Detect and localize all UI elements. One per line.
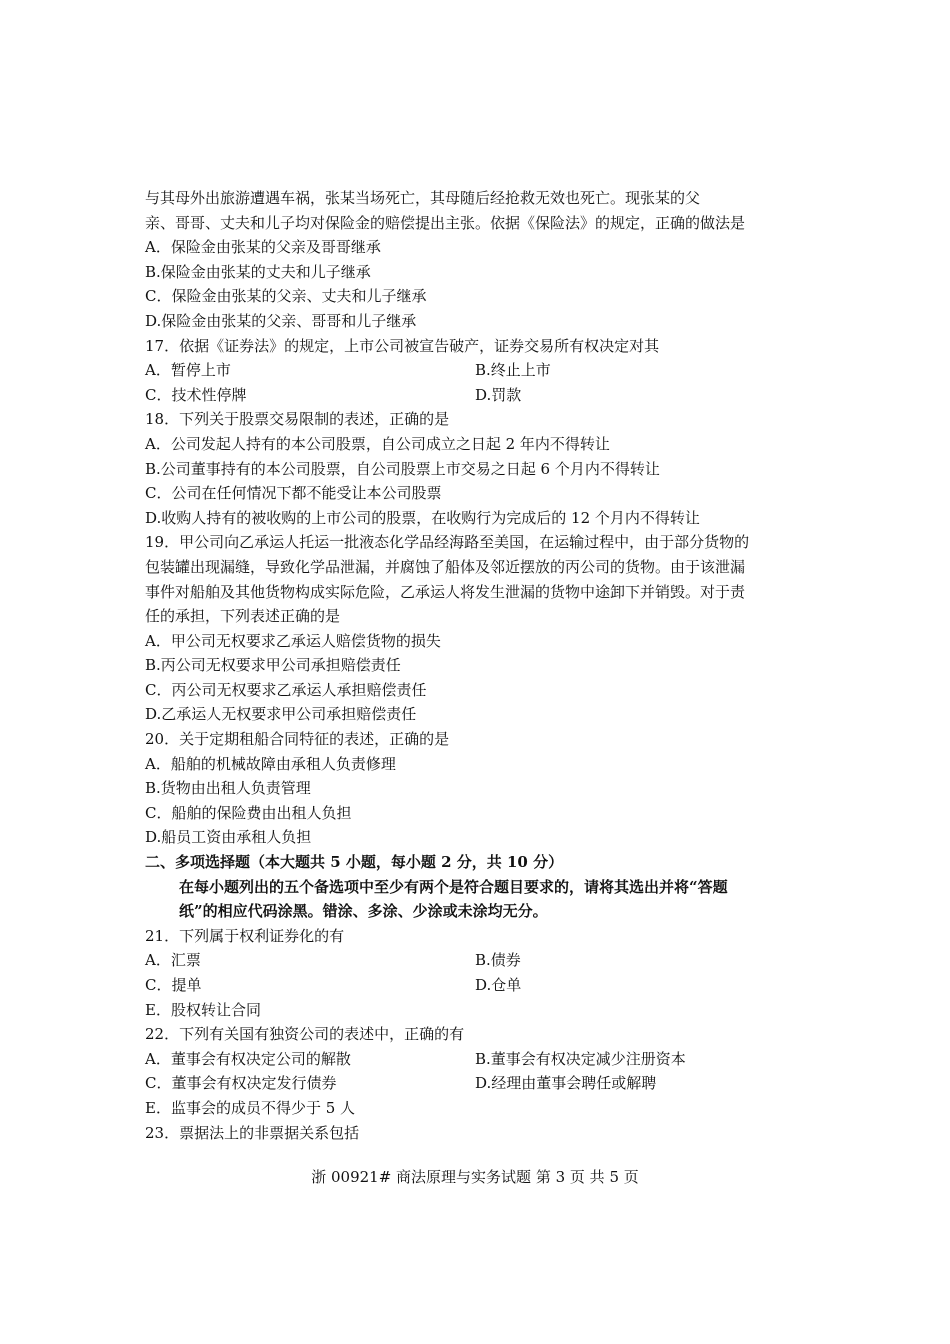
option-d: D.保险金由张某的父亲、哥哥和儿子继承 bbox=[145, 311, 417, 330]
question-19: 19．甲公司向乙承运人托运一批液态化学品经海路至美国，在运输过程中，由于部分货物的 bbox=[145, 533, 750, 552]
text-line: 包装罐出现漏缝，导致化学品泄漏，并腐蚀了船体及邻近摆放的丙公司的货物。由于该泄漏 bbox=[145, 557, 746, 576]
option-a: A．保险金由张某的父亲及哥哥继承 bbox=[145, 238, 381, 257]
question-20: 20．关于定期租船合同特征的表述，正确的是 bbox=[145, 730, 450, 749]
page-footer: 浙 00921# 商法原理与实务试题 第 3 页 共 5 页 bbox=[311, 1168, 639, 1186]
option-b: B.保险金由张某的丈夫和儿子继承 bbox=[145, 262, 371, 281]
text-line: 与其母外出旅游遭遇车祸，张某当场死亡，其母随后经抢救无效也死亡。现张某的父 bbox=[145, 189, 701, 207]
question-18: 18．下列关于股票交易限制的表述，正确的是 bbox=[145, 410, 450, 429]
option-c: C．公司在任何情况下都不能受让本公司股票 bbox=[145, 484, 442, 503]
question-21: 21．下列属于权利证券化的有 bbox=[145, 926, 345, 945]
section-heading: 二、多项选择题（本大题共 5 小题，每小题 2 分，共 10 分） bbox=[145, 853, 564, 872]
option-a: A．甲公司无权要求乙承运人赔偿货物的损失 bbox=[145, 631, 441, 650]
options-row bbox=[145, 948, 815, 973]
option-c: C．丙公司无权要求乙承运人承担赔偿责任 bbox=[145, 680, 427, 699]
option-c: C．技术性停牌 bbox=[145, 385, 247, 404]
option-c: C．董事会有权决定发行债券 bbox=[145, 1074, 337, 1093]
options-row bbox=[145, 383, 815, 408]
option-d: D.收购人持有的被收购的上市公司的股票，在收购行为完成后的 12 个月内不得转让 bbox=[145, 508, 700, 527]
option-b: B.董事会有权决定减少注册资本 bbox=[475, 1049, 686, 1068]
option-a: A．暂停上市 bbox=[145, 361, 231, 380]
text-line: 事件对船舶及其他货物构成实际危险，乙承运人将发生泄漏的货物中途卸下并销毁。对于责 bbox=[145, 582, 746, 601]
section-instructions: 在每小题列出的五个备选项中至少有两个是符合题目要求的，请将其选出并将“答题 bbox=[179, 877, 728, 896]
option-d: D.船员工资由承租人负担 bbox=[145, 828, 312, 847]
option-e: E．监事会的成员不得少于 5 人 bbox=[145, 1098, 356, 1117]
option-b: B.债券 bbox=[475, 951, 521, 970]
options-row bbox=[145, 1071, 815, 1096]
option-b: B.丙公司无权要求甲公司承担赔偿责任 bbox=[145, 656, 401, 675]
option-c: C．提单 bbox=[145, 976, 202, 994]
text-line: 任的承担，下列表述正确的是 bbox=[145, 607, 341, 626]
exam-content bbox=[145, 186, 815, 1145]
question-17: 17．依据《证券法》的规定，上市公司被宣告破产，证券交易所有权决定对其 bbox=[145, 336, 660, 355]
options-row bbox=[145, 1047, 815, 1072]
options-row bbox=[145, 358, 815, 383]
question-23: 23．票据法上的非票据关系包括 bbox=[145, 1123, 360, 1142]
option-d: D.经理由董事会聘任或解聘 bbox=[475, 1074, 657, 1093]
options-row bbox=[145, 973, 815, 998]
option-a: A．船舶的机械故障由承租人负责修理 bbox=[145, 754, 396, 773]
option-c: C．保险金由张某的父亲、丈夫和儿子继承 bbox=[145, 287, 427, 306]
option-b: B.公司董事持有的本公司股票，自公司股票上市交易之日起 6 个月内不得转让 bbox=[145, 459, 660, 478]
option-d: D.仓单 bbox=[475, 976, 522, 994]
option-a: A．汇票 bbox=[145, 951, 201, 970]
option-a: A．董事会有权决定公司的解散 bbox=[145, 1049, 351, 1068]
option-b: B.终止上市 bbox=[475, 361, 551, 380]
text-line: 亲、哥哥、丈夫和儿子均对保险金的赔偿提出主张。依据《保险法》的规定，正确的做法是 bbox=[145, 213, 746, 232]
option-e: E．股权转让合同 bbox=[145, 1000, 261, 1019]
question-22: 22．下列有关国有独资公司的表述中，正确的有 bbox=[145, 1025, 465, 1044]
option-d: D.乙承运人无权要求甲公司承担赔偿责任 bbox=[145, 705, 417, 724]
option-a: A．公司发起人持有的本公司股票，自公司成立之日起 2 年内不得转让 bbox=[145, 434, 610, 453]
option-c: C．船舶的保险费由出租人负担 bbox=[145, 803, 352, 822]
option-d: D.罚款 bbox=[475, 385, 522, 404]
option-b: B.货物由出租人负责管理 bbox=[145, 779, 311, 798]
section-instructions: 纸”的相应代码涂黑。错涂、多涂、少涂或未涂均无分。 bbox=[179, 902, 548, 921]
